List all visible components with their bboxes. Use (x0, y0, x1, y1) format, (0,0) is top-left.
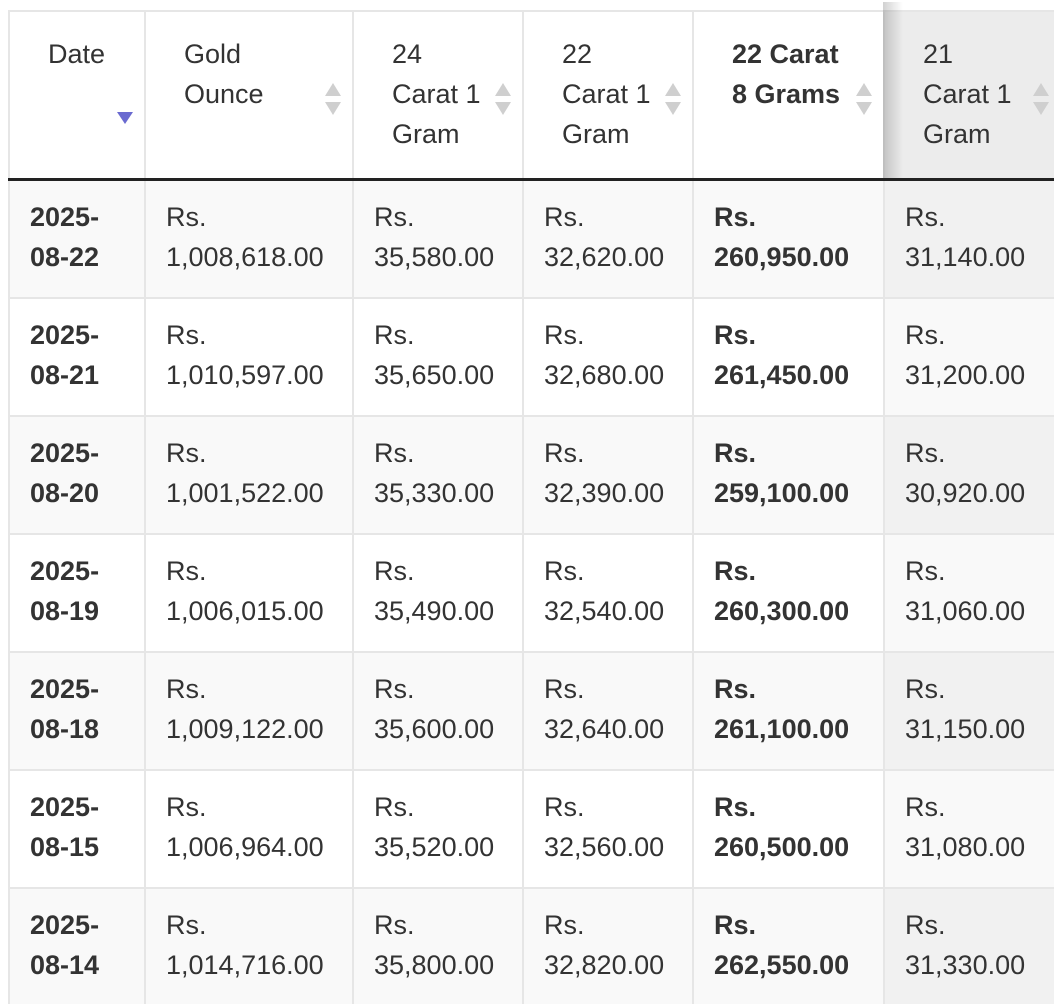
cell-text: Rs. (374, 556, 415, 586)
header-label: 22 (562, 39, 593, 69)
cell-text: 31,330.00 (905, 950, 1026, 980)
cell-text: Rs. (374, 438, 415, 468)
cell-text: Rs. (905, 202, 946, 232)
22k-8g-cell (693, 534, 884, 652)
cell-text: 35,490.00 (374, 596, 495, 626)
table-body (9, 180, 1054, 1004)
22k-8g-cell (693, 416, 884, 534)
22k-8g-cell (693, 298, 884, 416)
header-label: 24 (392, 39, 423, 69)
cell-text: 32,820.00 (544, 950, 665, 980)
gold-ounce-cell (145, 534, 353, 652)
cell-text: 1,009,122.00 (166, 714, 324, 744)
cell-text: 262,550.00 (714, 950, 850, 980)
cell-text: 08-22 (30, 242, 100, 272)
cell-text: 31,080.00 (905, 832, 1026, 862)
header-row (9, 11, 1054, 180)
cell-text: 2025- (30, 320, 100, 350)
21k-1g-cell (884, 298, 1054, 416)
cell-text: 35,520.00 (374, 832, 495, 862)
cell-text: 08-21 (30, 360, 100, 390)
header-label: Gram (923, 119, 991, 149)
table-row (9, 652, 1054, 770)
22k-1g-cell (523, 770, 693, 888)
sort-both-icon (324, 82, 342, 116)
cell-text: 261,450.00 (714, 360, 850, 390)
cell-text: 31,060.00 (905, 596, 1026, 626)
gold-ounce-cell (145, 652, 353, 770)
22k-1g-cell (523, 180, 693, 299)
22k-1g-cell (523, 298, 693, 416)
cell-text: Rs. (544, 320, 585, 350)
22k-1g-cell (523, 416, 693, 534)
header-label: Ounce (184, 79, 264, 109)
cell-text: 2025- (30, 556, 100, 586)
header-label: Carat 1 (562, 79, 651, 109)
cell-text: 260,500.00 (714, 832, 850, 862)
table-row (9, 770, 1054, 888)
21k-1g-cell (884, 180, 1054, 299)
cell-text: Rs. (714, 910, 757, 940)
cell-text: 31,200.00 (905, 360, 1026, 390)
24k-1g-cell (353, 180, 523, 299)
cell-text: 1,008,618.00 (166, 242, 324, 272)
header-label: Carat 1 (392, 79, 481, 109)
cell-text: 35,600.00 (374, 714, 495, 744)
cell-text: 2025- (30, 674, 100, 704)
sort-both-icon (664, 82, 682, 116)
cell-text: Rs. (544, 910, 585, 940)
cell-text: Rs. (544, 556, 585, 586)
cell-text: 259,100.00 (714, 478, 850, 508)
24k-1g-cell (353, 534, 523, 652)
21k-1g-cell (884, 416, 1054, 534)
cell-text: 261,100.00 (714, 714, 850, 744)
header-label: Date (48, 39, 106, 69)
date-cell (9, 416, 145, 534)
cell-text: Rs. (544, 202, 585, 232)
22k-8g-cell (693, 888, 884, 1004)
cell-text: Rs. (544, 674, 585, 704)
cell-text: 35,650.00 (374, 360, 495, 390)
cell-text: 2025- (30, 438, 100, 468)
cell-text: Rs. (374, 202, 415, 232)
column-header-22-carat-1-gram[interactable] (523, 11, 693, 180)
sort-desc-icon (116, 96, 134, 110)
cell-text: 35,580.00 (374, 242, 495, 272)
cell-text: 260,300.00 (714, 596, 850, 626)
cell-text: 08-19 (30, 596, 100, 626)
gold-ounce-cell (145, 298, 353, 416)
date-cell (9, 770, 145, 888)
gold-ounce-cell (145, 180, 353, 299)
header-label: Gold (184, 39, 242, 69)
21k-1g-cell (884, 770, 1054, 888)
date-cell (9, 180, 145, 299)
gold-ounce-cell (145, 888, 353, 1004)
cell-text: Rs. (374, 910, 415, 940)
cell-text: Rs. (374, 674, 415, 704)
cell-text: 08-18 (30, 714, 100, 744)
sort-both-icon (1032, 82, 1050, 116)
header-label: 21 (923, 39, 954, 69)
22k-1g-cell (523, 534, 693, 652)
cell-text: Rs. (166, 674, 207, 704)
cell-text: 08-15 (30, 832, 100, 862)
date-cell (9, 652, 145, 770)
column-header-24-carat-1-gram[interactable] (353, 11, 523, 180)
cell-text: Rs. (166, 556, 207, 586)
cell-text: 31,140.00 (905, 242, 1026, 272)
column-header-gold-ounce[interactable] (145, 11, 353, 180)
table-row (9, 298, 1054, 416)
22k-8g-cell (693, 770, 884, 888)
cell-text: 2025- (30, 910, 100, 940)
sort-both-icon (494, 82, 512, 116)
date-cell (9, 534, 145, 652)
cell-text: Rs. (166, 320, 207, 350)
column-header-22-carat-8-grams[interactable] (693, 11, 884, 180)
24k-1g-cell (353, 298, 523, 416)
21k-1g-cell (884, 888, 1054, 1004)
cell-text: 08-20 (30, 478, 100, 508)
cell-text: Rs. (905, 438, 946, 468)
cell-text: 35,330.00 (374, 478, 495, 508)
cell-text: 1,001,522.00 (166, 478, 324, 508)
table-row (9, 416, 1054, 534)
cell-text: Rs. (714, 792, 757, 822)
cell-text: Rs. (544, 438, 585, 468)
cell-text: Rs. (905, 792, 946, 822)
cell-text: 2025- (30, 202, 100, 232)
22k-8g-cell (693, 180, 884, 299)
header-label: Carat 1 (923, 79, 1012, 109)
table-row (9, 888, 1054, 1004)
24k-1g-cell (353, 770, 523, 888)
date-cell (9, 298, 145, 416)
header-label: 22 Carat (732, 39, 839, 69)
cell-text: 32,560.00 (544, 832, 665, 862)
cell-text: 1,006,964.00 (166, 832, 324, 862)
cell-text: Rs. (905, 674, 946, 704)
cell-text: 32,540.00 (544, 596, 665, 626)
table-row (9, 180, 1054, 299)
cell-text: Rs. (714, 556, 757, 586)
cell-text: 35,800.00 (374, 950, 495, 980)
cell-text: Rs. (544, 792, 585, 822)
cell-text: 30,920.00 (905, 478, 1026, 508)
cell-text: 1,006,015.00 (166, 596, 324, 626)
gold-ounce-cell (145, 416, 353, 534)
cell-text: Rs. (905, 320, 946, 350)
cell-text: Rs. (905, 556, 946, 586)
cell-text: Rs. (714, 202, 757, 232)
cell-text: 32,390.00 (544, 478, 665, 508)
cell-text: 260,950.00 (714, 242, 850, 272)
24k-1g-cell (353, 416, 523, 534)
22k-1g-cell (523, 888, 693, 1004)
header-label: 8 Grams (732, 79, 841, 109)
21k-1g-cell (884, 534, 1054, 652)
cell-text: Rs. (714, 320, 757, 350)
24k-1g-cell (353, 888, 523, 1004)
cell-text: 08-14 (30, 950, 100, 980)
gold-rate-table (8, 10, 1054, 1004)
cell-text: Rs. (166, 202, 207, 232)
cell-text: 32,680.00 (544, 360, 665, 390)
cell-text: Rs. (714, 674, 757, 704)
cell-text: 32,640.00 (544, 714, 665, 744)
column-header-date[interactable] (9, 11, 145, 180)
21k-1g-cell (884, 652, 1054, 770)
header-label: Gram (562, 119, 630, 149)
cell-text: Rs. (166, 792, 207, 822)
24k-1g-cell (353, 652, 523, 770)
cell-text: 32,620.00 (544, 242, 665, 272)
cell-text: Rs. (166, 438, 207, 468)
cell-text: 1,010,597.00 (166, 360, 324, 390)
22k-8g-cell (693, 652, 884, 770)
cell-text: Rs. (374, 320, 415, 350)
cell-text: 1,014,716.00 (166, 950, 324, 980)
cell-text: 2025- (30, 792, 100, 822)
cell-text: Rs. (166, 910, 207, 940)
date-cell (9, 888, 145, 1004)
cell-text: Rs. (905, 910, 946, 940)
sort-both-icon (855, 82, 873, 116)
gold-ounce-cell (145, 770, 353, 888)
cell-text: Rs. (374, 792, 415, 822)
table-row (9, 534, 1054, 652)
column-header-21-carat-1-gram[interactable] (884, 11, 1054, 180)
22k-1g-cell (523, 652, 693, 770)
header-label: Gram (392, 119, 460, 149)
table-header (9, 11, 1054, 180)
cell-text: Rs. (714, 438, 757, 468)
cell-text: 31,150.00 (905, 714, 1026, 744)
